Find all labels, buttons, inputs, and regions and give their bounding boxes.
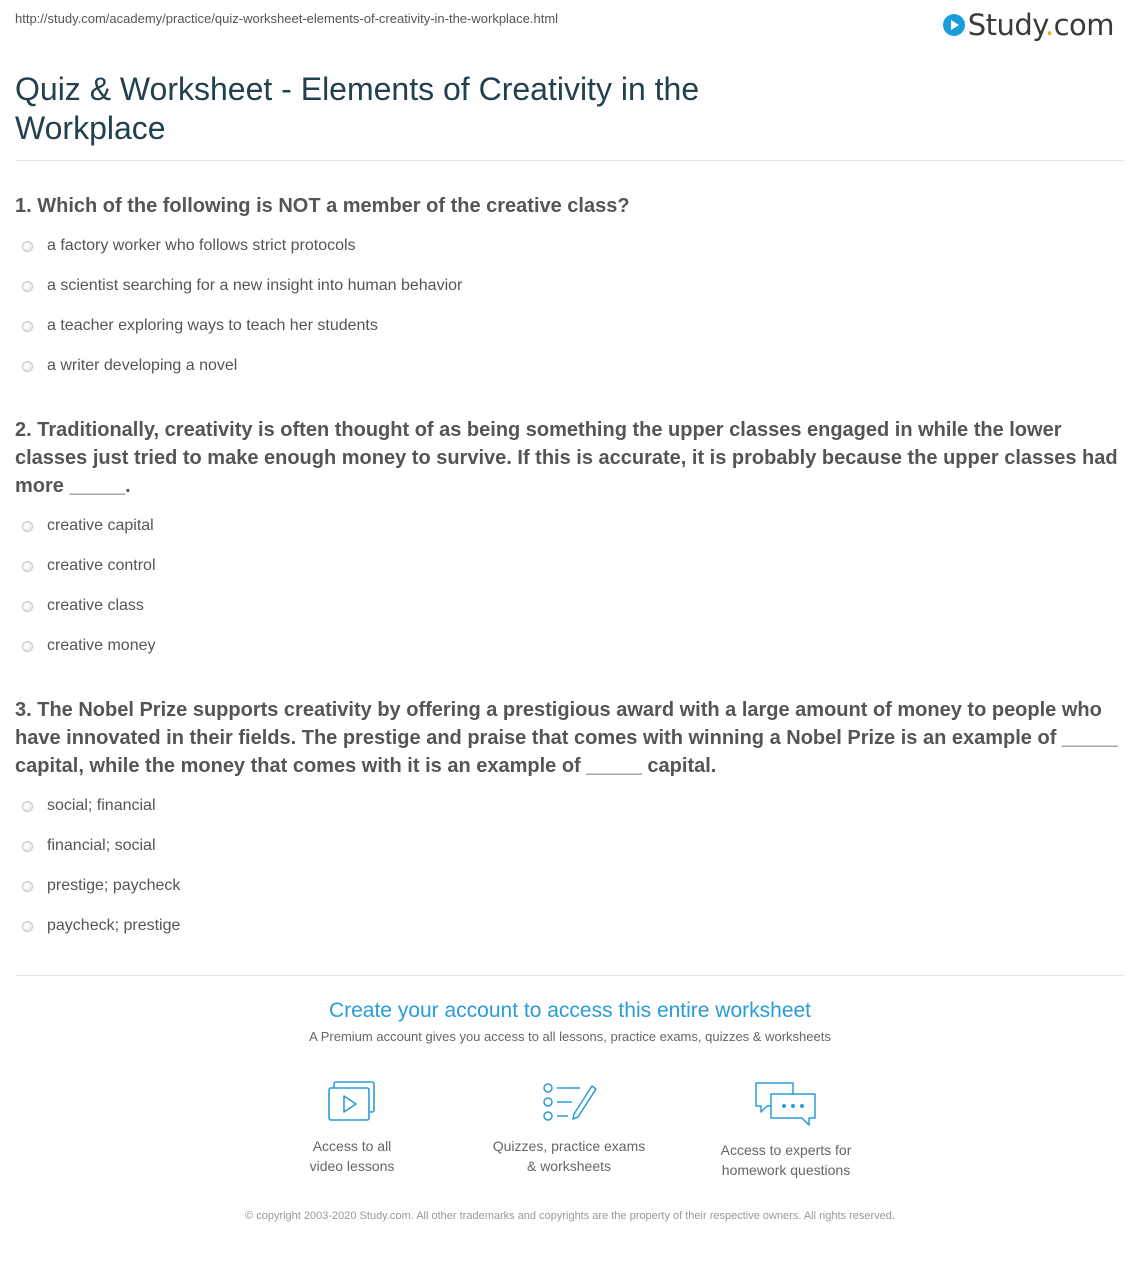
q1-option-3[interactable] [22, 317, 378, 335]
radio-button[interactable] [22, 601, 33, 612]
page-title: Quiz & Worksheet - Elements of Creativity in the Workplace [15, 71, 700, 146]
q3-option-2[interactable] [22, 837, 156, 855]
q1-option-4[interactable] [22, 357, 237, 375]
radio-button[interactable] [22, 841, 33, 852]
quiz-checklist-icon [540, 1080, 598, 1124]
option-label: paycheck; prestige [47, 917, 181, 934]
radio-button[interactable] [22, 921, 33, 932]
feature-label: Quizzes, practice exams [492, 1138, 646, 1154]
option-label: a factory worker who follows strict protocols [47, 237, 356, 254]
divider [15, 975, 1125, 976]
study-logo[interactable] [943, 8, 1114, 42]
page-url: http://study.com/academy/practice/quiz-worksheet-elements-of-creativity-in-the-workplace.html [15, 11, 559, 26]
premium-description: A Premium account gives you access to all lessons, practice exams, quizzes & worksheets [309, 1029, 831, 1044]
radio-button[interactable] [22, 641, 33, 652]
play-logo-icon [943, 14, 965, 36]
option-label: a writer developing a novel [47, 357, 238, 374]
q2-option-2[interactable] [22, 557, 156, 575]
feature-label: homework questions [721, 1162, 851, 1178]
option-label: prestige; paycheck [47, 877, 181, 894]
option-label: financial; social [47, 837, 156, 854]
radio-button[interactable] [22, 361, 33, 372]
q3-option-4[interactable] [22, 917, 180, 935]
option-label: creative control [47, 557, 156, 574]
radio-button[interactable] [22, 521, 33, 532]
video-lessons-icon [326, 1080, 378, 1124]
q1-option-1[interactable] [22, 237, 356, 255]
feature-video-lessons [252, 1080, 452, 1176]
divider [15, 160, 1125, 161]
q3-option-1[interactable] [22, 797, 156, 815]
feature-label: Access to all [312, 1138, 392, 1154]
option-label: social; financial [47, 797, 156, 814]
q2-option-3[interactable] [22, 597, 144, 615]
option-label: a teacher exploring ways to teach her students [47, 317, 378, 334]
question-1: 1. Which of the following is NOT a member of the creative class? [15, 195, 630, 217]
radio-button[interactable] [22, 561, 33, 572]
q1-option-2[interactable] [22, 277, 462, 295]
radio-button[interactable] [22, 241, 33, 252]
q2-option-4[interactable] [22, 637, 156, 655]
create-account-link[interactable]: Create your account to access this entire worksheet [328, 999, 812, 1022]
option-label: creative capital [47, 517, 154, 534]
q3-option-3[interactable] [22, 877, 180, 895]
feature-label: & worksheets [526, 1158, 612, 1174]
radio-button[interactable] [22, 881, 33, 892]
radio-button[interactable] [22, 321, 33, 332]
question-3: 3. The Nobel Prize supports creativity by offering a prestigious award with a large amount of money to people who have innovated in their fields. The prestige and praise that comes with winning a Nobel Prize is an example of _____ capital, while the money that comes with it is an example of _____ capital. [15, 699, 1118, 777]
q2-option-1[interactable] [22, 517, 154, 535]
copyright-footer: © copyright 2003-2020 Study.com. All other trademarks and copyrights are the property of their respective owners. All rights reserved. [245, 1210, 895, 1222]
radio-button[interactable] [22, 801, 33, 812]
feature-label: video lessons [309, 1158, 395, 1174]
chat-bubbles-icon [753, 1080, 819, 1128]
option-label: creative money [47, 637, 156, 654]
feature-experts [686, 1080, 886, 1180]
logo-text: Study.com [967, 8, 1114, 42]
feature-label: Access to experts for [720, 1142, 852, 1158]
question-2: 2. Traditionally, creativity is often thought of as being something the upper classes engaged in while the lower classes just tried to make enough money to survive. If this is accurate, it is probably because the upper classes had more _____. [15, 419, 1118, 497]
option-label: creative class [47, 597, 144, 614]
option-label: a scientist searching for a new insight into human behavior [47, 277, 463, 294]
feature-quizzes [469, 1080, 669, 1176]
radio-button[interactable] [22, 281, 33, 292]
